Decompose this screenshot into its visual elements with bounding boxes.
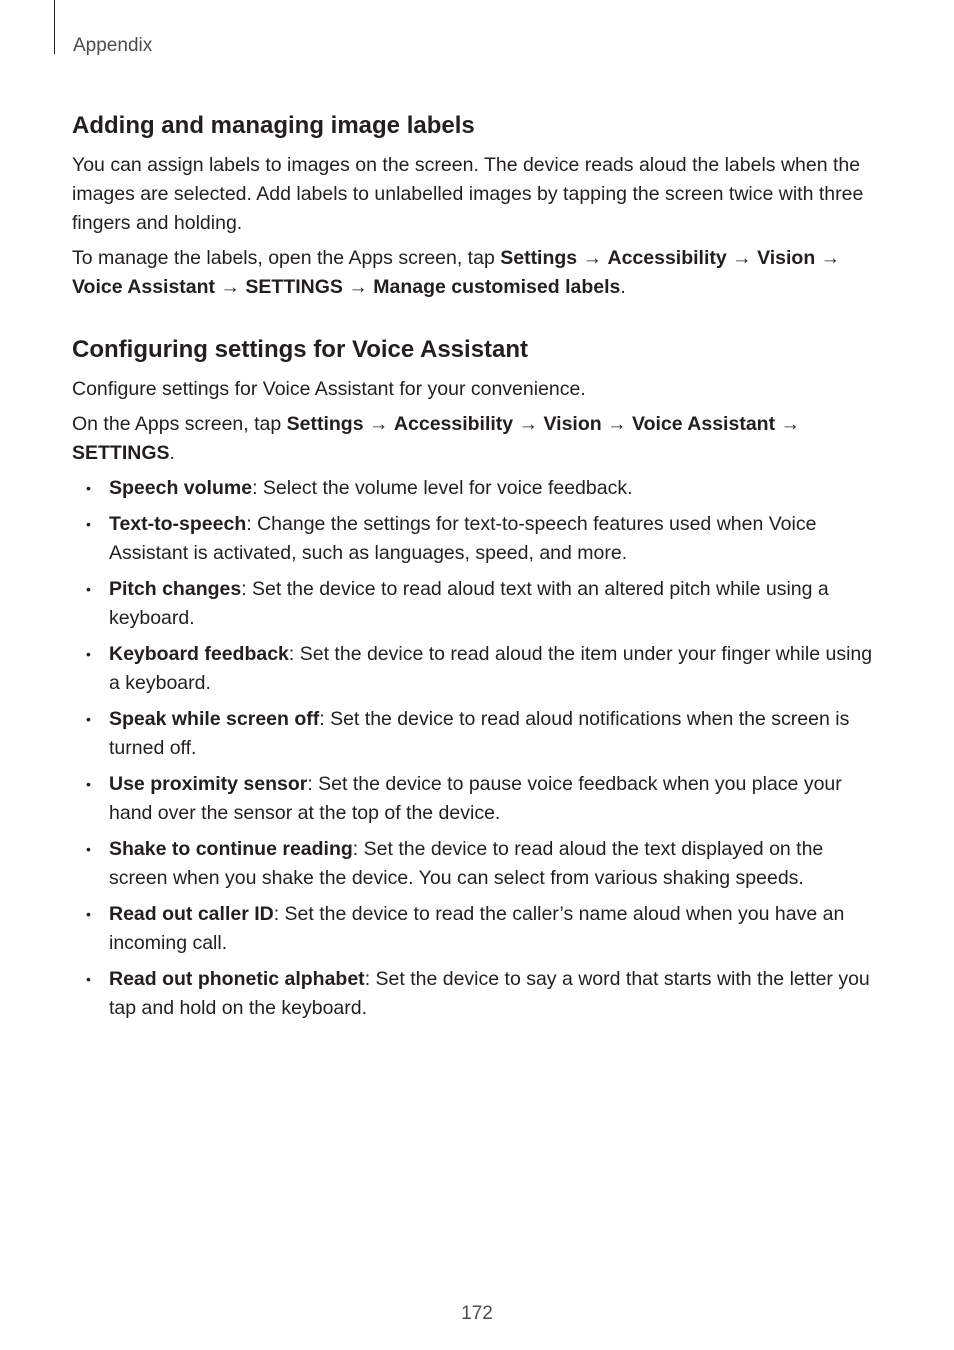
- image-labels-path-paragraph: [72, 244, 882, 302]
- list-item: [72, 705, 882, 763]
- path-suffix: .: [169, 442, 175, 465]
- path-suffix: .: [620, 276, 626, 299]
- bullet-term: Read out caller ID: [109, 903, 274, 926]
- path-arrow: →: [215, 276, 246, 299]
- path-step: Voice Assistant: [72, 276, 216, 299]
- voice-assistant-path-paragraph: [72, 410, 882, 468]
- section-heading-image-labels: Adding and managing image labels: [72, 112, 475, 139]
- bullet-icon: •: [86, 646, 91, 663]
- bullet-term: Pitch changes: [109, 578, 242, 601]
- bullet-description: : Set the device to read aloud the item under your finger while using a keyboard.: [109, 643, 873, 695]
- bullet-icon: •: [86, 776, 91, 793]
- path-step: Settings: [286, 413, 364, 436]
- path-arrow: →: [601, 413, 633, 436]
- path-arrow: →: [342, 276, 374, 299]
- bullet-icon: •: [86, 711, 91, 728]
- section-heading-voice-assistant: Configuring settings for Voice Assistant: [72, 336, 529, 364]
- path-prefix: To manage the labels, open the Apps screen, tap: [72, 247, 501, 270]
- bullet-term: Keyboard feedback: [109, 643, 289, 666]
- image-labels-intro: You can assign labels to images on the screen. The device reads aloud the labels when the images are selected. Add labels to unlabelled images by tapping the screen twice with three fingers and holding.: [72, 154, 864, 235]
- bullet-icon: •: [86, 841, 91, 858]
- path-arrow: →: [775, 413, 800, 436]
- list-item: [72, 965, 882, 1023]
- bullet-description: : Set the device to read aloud the text displayed on the screen when you shake the device. You can select from various shaking speeds.: [109, 838, 824, 890]
- settings-bullet-list: [72, 474, 882, 1023]
- path-arrow: →: [363, 413, 394, 436]
- bullet-icon: •: [86, 516, 91, 533]
- path-step: Vision: [757, 247, 816, 270]
- running-header: Appendix: [73, 35, 153, 56]
- path-step: Accessibility: [393, 413, 514, 436]
- bullet-term: Read out phonetic alphabet: [109, 968, 365, 991]
- path-step: Vision: [543, 413, 602, 436]
- bullet-icon: •: [86, 971, 91, 988]
- path-arrow: →: [577, 247, 608, 270]
- bullet-icon: •: [86, 906, 91, 923]
- path-arrow: →: [513, 413, 544, 436]
- page-number: 172: [461, 1303, 493, 1324]
- bullet-description: : Select the volume level for voice feedback.: [252, 477, 633, 500]
- path-step: SETTINGS: [72, 442, 170, 465]
- list-item: [72, 640, 882, 698]
- list-item: [72, 900, 882, 958]
- path-prefix: On the Apps screen, tap: [72, 413, 287, 436]
- bullet-term: Shake to continue reading: [109, 838, 353, 861]
- bullet-term: Speak while screen off: [109, 708, 320, 731]
- bullet-description: : Set the device to say a word that starts with the letter you tap and hold on the keyboard.: [109, 968, 870, 1020]
- bullet-term: Text-to-speech: [109, 513, 247, 536]
- bullet-description: : Change the settings for text-to-speech features used when Voice Assistant is activated, such as languages, speed, and more.: [109, 513, 817, 565]
- path-step: Manage customised labels: [373, 276, 621, 299]
- path-arrow: →: [726, 247, 758, 270]
- path-arrow: →: [815, 247, 841, 270]
- bullet-term: Use proximity sensor: [109, 773, 308, 796]
- bullet-description: : Set the device to read the caller’s name aloud when you have an incoming call.: [109, 903, 845, 955]
- path-step: Voice Assistant: [632, 413, 776, 436]
- list-item: [72, 575, 882, 633]
- bullet-description: : Set the device to read aloud notifications when the screen is turned off.: [109, 708, 850, 760]
- path-step: SETTINGS: [245, 276, 343, 299]
- list-item: [72, 770, 882, 828]
- path-step: Settings: [500, 247, 578, 270]
- voice-assistant-intro: Configure settings for Voice Assistant for your convenience.: [72, 378, 586, 401]
- bullet-icon: •: [86, 581, 91, 598]
- page-content: [72, 110, 882, 1030]
- bullet-description: : Set the device to read aloud text with an altered pitch while using a keyboard.: [109, 578, 829, 630]
- bullet-term: Speech volume: [109, 477, 253, 500]
- path-step: Accessibility: [607, 247, 727, 270]
- list-item: [72, 835, 882, 893]
- list-item: [72, 474, 882, 503]
- list-item: [72, 510, 882, 568]
- bullet-description: : Set the device to pause voice feedback when you place your hand over the sensor at the top of the device.: [109, 773, 842, 825]
- page-edge-rule: [54, 0, 55, 54]
- bullet-icon: •: [86, 480, 91, 497]
